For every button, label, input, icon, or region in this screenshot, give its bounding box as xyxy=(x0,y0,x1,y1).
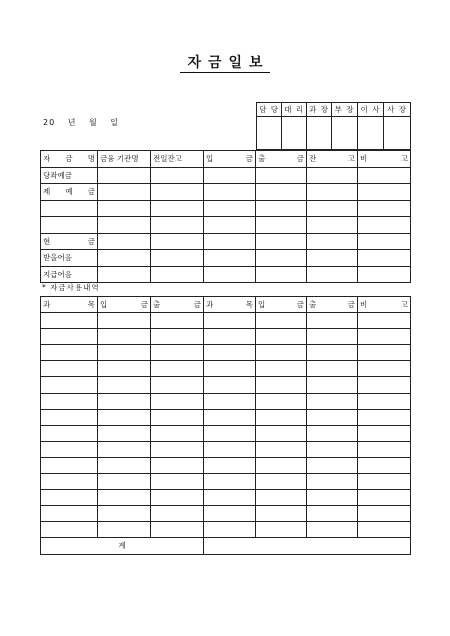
fund-cell[interactable] xyxy=(307,200,358,217)
usage-cell[interactable] xyxy=(98,441,151,457)
usage-cell[interactable] xyxy=(41,393,98,409)
fund-cell[interactable] xyxy=(307,233,358,250)
usage-cell[interactable] xyxy=(256,522,307,538)
usage-cell[interactable] xyxy=(256,490,307,506)
column-header: 전일잔고 xyxy=(151,151,204,168)
usage-cell[interactable] xyxy=(307,345,358,361)
usage-body xyxy=(41,313,411,538)
fund-cell[interactable] xyxy=(151,250,204,267)
fund-cell[interactable] xyxy=(256,200,307,217)
usage-cell[interactable] xyxy=(358,393,411,409)
usage-cell[interactable] xyxy=(41,425,98,441)
column-header: 과 목 xyxy=(41,297,98,313)
usage-cell[interactable] xyxy=(151,490,204,506)
fund-row xyxy=(41,217,411,234)
usage-cell[interactable] xyxy=(256,393,307,409)
fund-name: 받을어음 xyxy=(41,250,98,267)
usage-cell[interactable] xyxy=(204,329,256,345)
usage-cell[interactable] xyxy=(358,474,411,490)
usage-cell[interactable] xyxy=(307,474,358,490)
usage-cell[interactable] xyxy=(307,361,358,377)
approval-role: 사 장 xyxy=(384,103,411,117)
usage-row xyxy=(41,377,411,393)
fund-cell[interactable] xyxy=(256,167,307,184)
column-header: 입 금 xyxy=(256,297,307,313)
fund-cell[interactable] xyxy=(358,233,411,250)
fund-cell[interactable] xyxy=(98,200,151,217)
usage-row xyxy=(41,474,411,490)
usage-cell[interactable] xyxy=(98,522,151,538)
usage-cell[interactable] xyxy=(41,377,98,393)
usage-row xyxy=(41,457,411,473)
column-header: 과 목 xyxy=(204,297,256,313)
usage-cell[interactable] xyxy=(256,425,307,441)
fund-cell[interactable] xyxy=(307,184,358,201)
fund-name: 현 금 xyxy=(41,233,98,250)
usage-cell[interactable] xyxy=(256,409,307,425)
fund-usage-table xyxy=(40,296,411,555)
fund-cell[interactable] xyxy=(98,217,151,234)
usage-cell[interactable] xyxy=(41,441,98,457)
fund-name: 제 예 금 xyxy=(41,184,98,201)
fund-cell[interactable] xyxy=(307,266,358,283)
fund-row xyxy=(41,200,411,217)
approval-table xyxy=(256,102,411,150)
document-title-text: 자금일보 xyxy=(180,55,269,73)
fund-cell[interactable] xyxy=(204,200,256,217)
usage-cell[interactable] xyxy=(151,441,204,457)
signature-box[interactable] xyxy=(384,117,411,150)
usage-cell[interactable] xyxy=(256,361,307,377)
usage-cell[interactable] xyxy=(41,409,98,425)
fund-name xyxy=(41,200,98,217)
usage-cell[interactable] xyxy=(204,441,256,457)
approval-role: 대 리 xyxy=(282,103,307,117)
usage-cell[interactable] xyxy=(256,441,307,457)
fund-cell[interactable] xyxy=(307,217,358,234)
usage-cell[interactable] xyxy=(151,361,204,377)
usage-cell[interactable] xyxy=(151,393,204,409)
fund-row xyxy=(41,250,411,267)
fund-cell[interactable] xyxy=(204,184,256,201)
usage-row xyxy=(41,345,411,361)
usage-cell[interactable] xyxy=(204,313,256,329)
usage-cell[interactable] xyxy=(98,313,151,329)
approval-role: 부 장 xyxy=(332,103,358,117)
column-header: 금융 기관명 xyxy=(98,151,151,168)
usage-row xyxy=(41,522,411,538)
usage-row xyxy=(41,409,411,425)
usage-cell[interactable] xyxy=(204,457,256,473)
usage-cell[interactable] xyxy=(256,457,307,473)
usage-cell[interactable] xyxy=(151,409,204,425)
signature-box[interactable] xyxy=(282,117,307,150)
fund-cell[interactable] xyxy=(358,250,411,267)
usage-row xyxy=(41,425,411,441)
fund-cell[interactable] xyxy=(151,233,204,250)
usage-cell[interactable] xyxy=(256,474,307,490)
usage-cell[interactable] xyxy=(307,506,358,522)
usage-cell[interactable] xyxy=(151,345,204,361)
signature-box[interactable] xyxy=(307,117,332,150)
usage-cell[interactable] xyxy=(307,377,358,393)
fund-row xyxy=(41,266,411,283)
usage-cell[interactable] xyxy=(307,329,358,345)
usage-cell[interactable] xyxy=(307,522,358,538)
usage-cell[interactable] xyxy=(256,329,307,345)
usage-cell[interactable] xyxy=(151,457,204,473)
fund-cell[interactable] xyxy=(358,167,411,184)
usage-cell[interactable] xyxy=(41,313,98,329)
fund-balance-table xyxy=(40,150,411,283)
fund-cell[interactable] xyxy=(204,167,256,184)
fund-cell[interactable] xyxy=(98,184,151,201)
usage-cell[interactable] xyxy=(256,345,307,361)
fund-cell[interactable] xyxy=(204,250,256,267)
usage-cell[interactable] xyxy=(307,441,358,457)
usage-cell[interactable] xyxy=(98,425,151,441)
approval-role: 과 장 xyxy=(307,103,332,117)
fund-cell[interactable] xyxy=(204,266,256,283)
usage-cell[interactable] xyxy=(358,329,411,345)
usage-cell[interactable] xyxy=(204,474,256,490)
fund-row xyxy=(41,184,411,201)
fund-cell[interactable] xyxy=(358,217,411,234)
usage-row xyxy=(41,361,411,377)
column-header: 비 고 xyxy=(358,297,411,313)
fund-cell[interactable] xyxy=(204,217,256,234)
column-header: 비 고 xyxy=(358,151,411,168)
usage-cell[interactable] xyxy=(358,441,411,457)
total-label: 계 xyxy=(41,538,204,554)
usage-cell[interactable] xyxy=(98,377,151,393)
usage-cell[interactable] xyxy=(151,522,204,538)
signature-box[interactable] xyxy=(332,117,358,150)
usage-cell[interactable] xyxy=(256,377,307,393)
fund-cell[interactable] xyxy=(256,217,307,234)
fund-name xyxy=(41,217,98,234)
usage-cell[interactable] xyxy=(98,361,151,377)
fund-cell[interactable] xyxy=(151,200,204,217)
usage-cell[interactable] xyxy=(41,457,98,473)
usage-cell[interactable] xyxy=(256,506,307,522)
usage-cell[interactable] xyxy=(307,490,358,506)
usage-row xyxy=(41,393,411,409)
document-title xyxy=(0,52,450,72)
fund-cell[interactable] xyxy=(307,167,358,184)
approval-role-row xyxy=(257,103,411,117)
usage-cell[interactable] xyxy=(358,377,411,393)
column-header: 출 금 xyxy=(256,151,307,168)
usage-cell[interactable] xyxy=(151,506,204,522)
date-line: 20 년 월 일 xyxy=(43,118,119,127)
usage-cell[interactable] xyxy=(307,313,358,329)
fund-cell[interactable] xyxy=(256,250,307,267)
signature-box[interactable] xyxy=(358,117,384,150)
approval-role: 담 당 xyxy=(257,103,282,117)
usage-cell[interactable] xyxy=(358,522,411,538)
usage-section-label: * 자금사용내역 xyxy=(42,283,100,292)
column-header: 출 금 xyxy=(307,297,358,313)
fund-row xyxy=(41,167,411,184)
usage-cell[interactable] xyxy=(307,425,358,441)
usage-cell[interactable] xyxy=(98,393,151,409)
column-header: 자 금 명 xyxy=(41,151,98,168)
column-header: 입 금 xyxy=(204,151,256,168)
usage-cell[interactable] xyxy=(358,457,411,473)
usage-cell[interactable] xyxy=(256,313,307,329)
fund-row xyxy=(41,233,411,250)
fund-cell[interactable] xyxy=(358,184,411,201)
usage-cell[interactable] xyxy=(151,313,204,329)
usage-cell[interactable] xyxy=(307,393,358,409)
usage-cell[interactable] xyxy=(98,409,151,425)
usage-cell[interactable] xyxy=(358,313,411,329)
fund-cell[interactable] xyxy=(98,266,151,283)
usage-cell[interactable] xyxy=(358,506,411,522)
fund-header-row xyxy=(41,151,411,168)
fund-cell[interactable] xyxy=(256,266,307,283)
usage-cell[interactable] xyxy=(41,522,98,538)
usage-cell[interactable] xyxy=(98,329,151,345)
usage-cell[interactable] xyxy=(98,474,151,490)
usage-cell[interactable] xyxy=(204,490,256,506)
usage-cell[interactable] xyxy=(41,345,98,361)
usage-cell[interactable] xyxy=(98,457,151,473)
usage-cell[interactable] xyxy=(151,377,204,393)
usage-cell[interactable] xyxy=(307,409,358,425)
usage-row xyxy=(41,506,411,522)
usage-cell[interactable] xyxy=(204,425,256,441)
usage-cell[interactable] xyxy=(307,457,358,473)
usage-row xyxy=(41,329,411,345)
approval-role: 이 사 xyxy=(358,103,384,117)
fund-cell[interactable] xyxy=(358,266,411,283)
usage-cell[interactable] xyxy=(204,393,256,409)
fund-cell[interactable] xyxy=(151,184,204,201)
usage-cell[interactable] xyxy=(41,329,98,345)
fund-cell[interactable] xyxy=(151,217,204,234)
fund-cell[interactable] xyxy=(98,233,151,250)
usage-cell[interactable] xyxy=(204,506,256,522)
fund-cell[interactable] xyxy=(256,184,307,201)
fund-cell[interactable] xyxy=(307,250,358,267)
usage-cell[interactable] xyxy=(41,474,98,490)
approval-signature-row xyxy=(257,117,411,150)
fund-cell[interactable] xyxy=(151,266,204,283)
fund-cell[interactable] xyxy=(204,233,256,250)
usage-cell[interactable] xyxy=(204,522,256,538)
usage-cell[interactable] xyxy=(204,377,256,393)
usage-cell[interactable] xyxy=(41,361,98,377)
fund-cell[interactable] xyxy=(256,233,307,250)
fund-cell[interactable] xyxy=(151,167,204,184)
column-header: 입 금 xyxy=(98,297,151,313)
usage-cell[interactable] xyxy=(98,490,151,506)
usage-cell[interactable] xyxy=(151,425,204,441)
usage-row xyxy=(41,490,411,506)
usage-cell[interactable] xyxy=(41,490,98,506)
usage-cell[interactable] xyxy=(358,490,411,506)
usage-cell[interactable] xyxy=(98,506,151,522)
fund-cell[interactable] xyxy=(98,167,151,184)
usage-cell[interactable] xyxy=(358,361,411,377)
total-value-cell[interactable] xyxy=(204,538,411,554)
usage-row xyxy=(41,313,411,329)
fund-name: 당좌예금 xyxy=(41,167,98,184)
usage-cell[interactable] xyxy=(204,361,256,377)
fund-cell[interactable] xyxy=(358,200,411,217)
usage-header-row xyxy=(41,297,411,313)
usage-row xyxy=(41,441,411,457)
usage-cell[interactable] xyxy=(358,425,411,441)
usage-cell[interactable] xyxy=(98,345,151,361)
usage-cell[interactable] xyxy=(204,409,256,425)
usage-total-row xyxy=(41,538,411,554)
usage-cell[interactable] xyxy=(358,345,411,361)
usage-cell[interactable] xyxy=(41,506,98,522)
usage-cell[interactable] xyxy=(151,474,204,490)
usage-cell[interactable] xyxy=(151,329,204,345)
fund-cell[interactable] xyxy=(98,250,151,267)
signature-box[interactable] xyxy=(257,117,282,150)
usage-cell[interactable] xyxy=(358,409,411,425)
column-header: 잔 고 xyxy=(307,151,358,168)
column-header: 출 금 xyxy=(151,297,204,313)
fund-name: 지급어음 xyxy=(41,266,98,283)
usage-cell[interactable] xyxy=(204,345,256,361)
